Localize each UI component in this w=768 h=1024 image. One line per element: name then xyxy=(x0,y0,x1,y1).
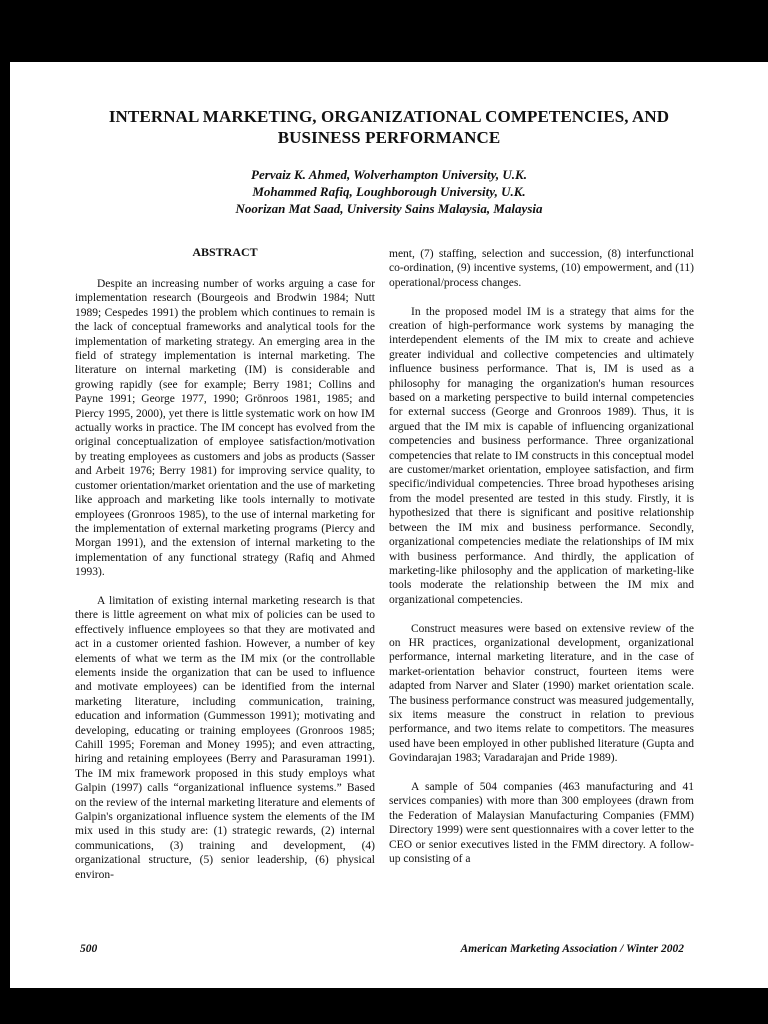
author-line: Noorizan Mat Saad, University Sains Malaysia, Malaysia xyxy=(235,201,543,216)
body-paragraph: Despite an increasing number of works arguing a case for implementation research (Bourgeois and Brodwin 1984; Nutt 1989; Cespedes 1991) the problem which continues to remain is the lack of conceptual frameworks and analytical tools for the implementation of marketing strategy. An emerging area in the field of strategy implementation is internal marketing. The literature on internal marketing (IM) is considerable and growing rapidly (see for example; Berry 1981; Collins and Payne 1991; George 1977, 1990; Grönroos 1981, 1985; and Piercy 1995, 2000), yet there is little systematic work on how IM actually works in practice. The IM concept has evolved from the original conceptualization of employee satisfaction/motivation by treating employees as customers and jobs as products (Sasser and Arbeit 1976; Berry 1981) for improving service quality, to customer orientation/market orientation and the use of marketing like approach and marketing like tools internally to motivate employees (Gronroos 1985), to the use of internal marketing for the implementation of external marketing programs (Piercy and Morgan 1991), and the extension of internal marketing to the implementation of any functional strategy (Rafiq and Ahmed 1993). xyxy=(75,278,375,579)
body-paragraph: Construct measures were based on extensive review of the on HR practices, organizational development, organizational performance, internal marketing literature, and in the case of market-orientation behavior construct, fourteen items were adapted from Narver and Slater (1990) market orientation scale. The business performance construct was measured judgementally, six items measure the construct in relation to previous performance, and two items relate to competitors. The measures used have been employed in other published literature (Gupta and Govindarajan 1983; Varadarajan and Pride 1989). xyxy=(389,622,694,765)
title-line-2: BUSINESS PERFORMANCE xyxy=(277,128,501,147)
left-column xyxy=(75,245,375,896)
body-paragraph: ment, (7) staffing, selection and succession, (8) interfunctional co-ordination, (9) incentive systems, (10) empowerment, and (11) operational/process changes. xyxy=(389,248,694,289)
body-paragraph: A sample of 504 companies (463 manufacturing and 41 services companies) with more than 300 employees (drawn from the Federation of Malaysian Manufacturing Companies (FMM) Directory 1999) were sent questionnaires with a cover letter to the CEO or senior executives listed in the FMM directory. A follow-up consisting of a xyxy=(389,780,694,866)
title-line-1: INTERNAL MARKETING, ORGANIZATIONAL COMPETENCIES, AND xyxy=(108,107,670,126)
author-list xyxy=(10,166,768,217)
abstract-heading: ABSTRACT xyxy=(192,245,258,259)
paper-page xyxy=(10,62,768,988)
journal-footer: American Marketing Association / Winter 2002 xyxy=(460,943,684,955)
page-number: 500 xyxy=(80,943,98,955)
paper-title xyxy=(10,106,768,148)
author-line: Pervaiz K. Ahmed, Wolverhampton University, U.K. xyxy=(251,167,527,182)
body-paragraph: A limitation of existing internal marketing research is that there is little agreement on what mix of policies can be used to effectively influence employees so that they are motivated and act in a customer oriented fashion. However, a number of key elements of what we term as the IM mix (or the controllable elements inside the organization that can be used to influence and motivate employees) can be identified from the internal marketing literature, including communication, training, education and information (Gummesson 1991); motivating and developing, educating or training employees (Gronroos 1985; Cahill 1995; Foreman and Money 1995); and even attracting, hiring and retaining employees (Berry and Parasuraman 1991). The IM mix framework proposed in this study employs what Galpin (1997) calls “organizational influence systems.” Based on the review of the internal marketing literature and elements of Galpin's organizational influence system the elements of the IM mix used in this study are: (1) strategic rewards, (2) internal communications, (3) training and development, (4) organizational structure, (5) senior leadership, (6) physical environ- xyxy=(75,594,375,881)
right-column xyxy=(389,247,694,881)
body-paragraph: In the proposed model IM is a strategy that aims for the creation of high-performance work systems by managing the interdependent elements of the IM mix to create and achieve greater individual and collective competencies and ultimately influence business performance. That is, IM is used as a philosophy for managing the organization's human resources based on a marketing perspective to build internal competencies for external success (George and Gronroos 1989). Thus, it is argued that the IM mix is capable of influencing organizational competencies and business performance. Three organizational competencies that relate to IM constructs in this conceptual model are customer/market orientation, employee satisfaction, and firm specific/individual competencies. Three broad hypotheses arising from the model presented are tested in this study. Firstly, it is hypothesized that there is significant and positive relationship between the IM mix and business performance. Secondly, organizational competencies mediate the relationships of IM mix with business performance. And thirdly, the application of marketing-like philosophy and the application of marketing-like tools moderate the relationship between the IM mix and organizational competencies. xyxy=(389,305,694,606)
author-line: Mohammed Rafiq, Loughborough University, U.K. xyxy=(252,184,526,199)
